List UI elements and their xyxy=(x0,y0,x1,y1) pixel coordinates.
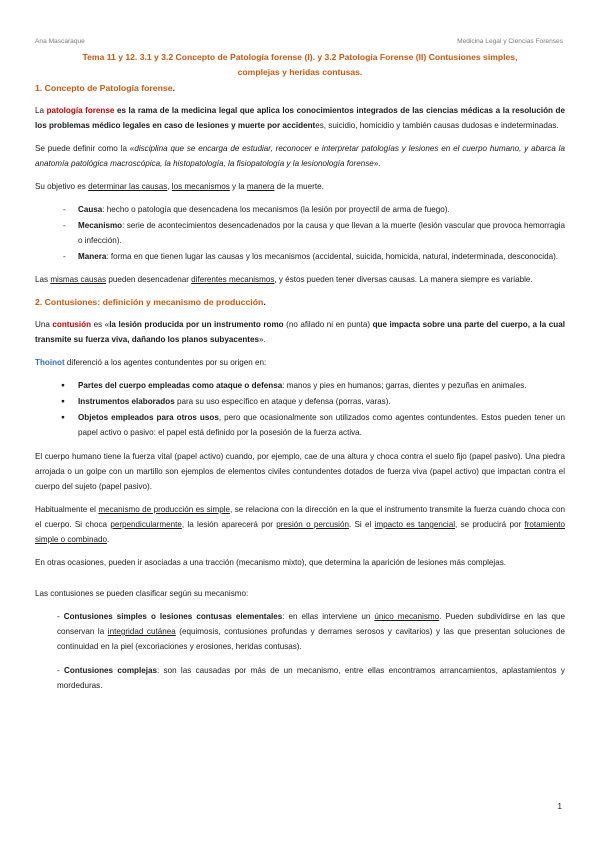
title-line-2: complejas y heridas contusas. xyxy=(237,67,363,77)
list-item-partes-cuerpo: ● Partes del cuerpo empleadas como ataque o defensa: manos y pies en humanos; garras, dientes y pezuñas en animales. xyxy=(61,378,565,393)
section-2-heading: 2. Contusiones: definición y mecanismo de producción. xyxy=(35,297,266,307)
quote-paragraph: Se puede definir como la «disciplina que se encarga de estudiar, reconocer e interpretar patologías y lesiones en el cuerpo humano, y abarca la anatomía patológica macroscópica, la histopatología, la fisiopatología y la lesionología forense». xyxy=(35,144,565,168)
classification-intro: Las contusiones se pueden clasificar según su mecanismo: xyxy=(35,589,249,598)
title-line-1: Tema 11 y 12. 3.1 y 3.2 Concepto de Patología forense (I). y 3.2 Patología Forense (II) Contusiones simples, xyxy=(82,52,518,62)
list-item-objetos: ● Objetos empleados para otros usos, pero que ocasionalmente son utilizados como agentes contundentes. Estos pueden tener un papel activo o pasivo: el papel está definido por la posesión de la fuerza activa. xyxy=(61,410,565,440)
mechanism-paragraph: Habitualmente el mecanismo de producción es simple, se relaciona con la dirección en la que el instrumento transmite la fuerza cuando choca con el cuerpo. Si choca perpendicularmente, la lesión aparecerá por presión o percusión. Si el impacto es tangencial, se producirá por frotamiento simple o combinado. xyxy=(35,505,565,544)
term-patologia-forense: patología forense xyxy=(46,106,115,115)
document-body xyxy=(35,81,565,702)
list-item-mecanismo: - Mecanismo: serie de acontecimientos desencadenados por la causa y que llevan a la muerte (lesión vascular que provoca hemorragia o infección). xyxy=(63,218,565,248)
list-item-manera: - Manera: forma en que tienen lugar las causas y los mecanismos (accidental, suicida, homicida, natural, indeterminada, desconocida). xyxy=(63,249,565,264)
definition-paragraph: La patología forense es la rama de la medicina legal que aplica los conocimientos integrados de las ciencias médicas a la resolución de los problemas médico legales en caso de lesiones y muerte por accidentes, suicidio, homicidio y también causas dudosas e indeterminadas. xyxy=(35,106,565,130)
list-item-instrumentos: ● Instrumentos elaborados para su uso específico en ataque y defensa (porras, varas). xyxy=(61,394,565,409)
thoinot-paragraph: Thoinot diferenció a los agentes contundentes por su origen en: xyxy=(35,358,267,367)
header-author: Ana Mascaraque xyxy=(35,38,85,45)
term-contusion: contusión xyxy=(52,320,92,329)
page-number: 1 xyxy=(557,802,562,811)
thoinot-name: Thoinot xyxy=(35,358,65,367)
header-course: Medicina Legal y Ciencias Forenses xyxy=(457,38,563,45)
classification-simple: - Contusiones simples o lesiones contusas elementales: en ellas interviene un único mecanismo. Pueden subdividirse en las que conservan la integridad cutánea (equimosis, contusiones profundas y derrames serosos y cavitarios) y las que presentan soluciones de continuidad en la piel (excoriaciones y erosiones, heridas contusas). xyxy=(57,612,566,651)
contusion-definition: Una contusión es «la lesión producida por un instrumento romo (no afilado ni en punta) que impacta sobre una parte del cuerpo, a la cual transmite su fuerza viva, dañando los planos subyacentes». xyxy=(35,320,565,344)
causes-paragraph: Las mismas causas pueden desencadenar diferentes mecanismos, y éstos pueden tener diversas causas. La manera siempre es variable. xyxy=(35,275,533,284)
objective-list xyxy=(35,202,565,264)
section-1-heading: 1. Concepto de Patología forense. xyxy=(35,83,175,93)
document-title xyxy=(40,50,560,80)
vital-force-paragraph: El cuerpo humano tiene la fuerza vital (papel activo) cuando, por ejemplo, cae de una altura y choca contra el suelo fijo (papel pasivo). Una piedra arrojada o un golpe con un martillo son ejemplos de elementos civiles contundentes dotados de fuerza viva (papel activo) que impactan contra el cuerpo del sujeto (papel pasivo). xyxy=(35,452,565,491)
objective-paragraph: Su objetivo es determinar las causas, los mecanismos y la manera de la muerte. xyxy=(35,182,324,191)
classification-complex: - Contusiones complejas: son las causadas por más de un mecanismo, entre ellas encontramos arrancamientos, aplastamientos y mordeduras. xyxy=(57,666,565,690)
agents-list xyxy=(35,378,565,440)
traction-paragraph: En otras ocasiones, pueden ir asociadas a una tracción (mecanismo mixto), que determina la aparición de lesiones más complejas. xyxy=(35,558,507,567)
list-item-causa: - Causa: hecho o patología que desencadena los mecanismos (la lesión por proyectil de arma de fuego). xyxy=(63,202,565,217)
